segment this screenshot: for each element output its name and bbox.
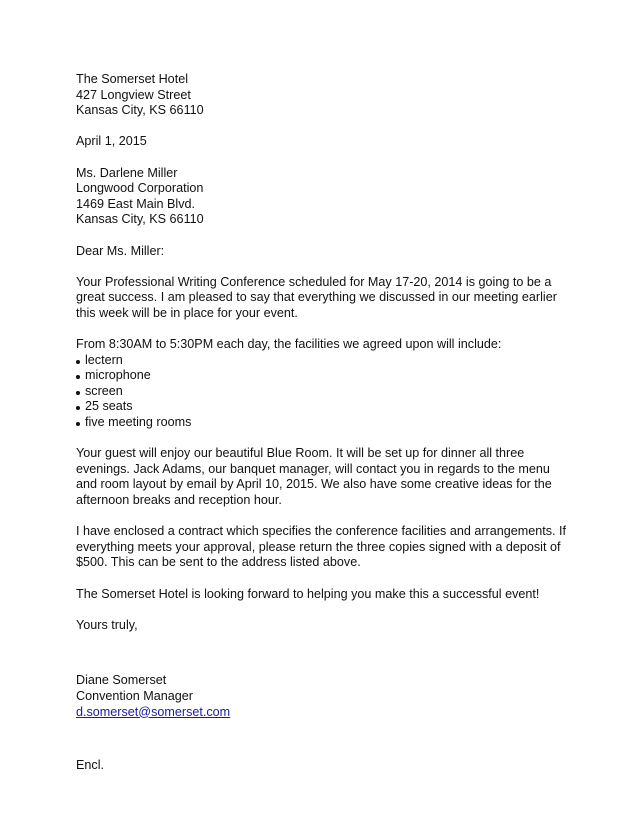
signer-email-link[interactable]: d.somerset@somerset.com <box>76 704 231 719</box>
facilities-intro: From 8:30AM to 5:30PM each day, the facilities we agreed upon will include: <box>76 337 502 352</box>
recipient-name: Ms. Darlene Miller <box>76 165 178 180</box>
signature-block <box>76 673 576 720</box>
recipient-street: 1469 East Main Blvd. <box>76 196 196 211</box>
paragraph-line: great success. I am pleased to say that everything we discussed in our meeting earlier <box>76 290 557 305</box>
list-item: lectern <box>76 353 576 369</box>
body-paragraph-2 <box>76 337 576 431</box>
body-paragraph-3 <box>76 446 576 508</box>
body-paragraph-4 <box>76 524 576 571</box>
letter-page <box>76 72 576 774</box>
paragraph-line: Your guest will enjoy our beautiful Blue Room. It will be set up for dinner all three <box>76 446 525 461</box>
body-paragraph-1 <box>76 275 576 322</box>
facilities-list <box>76 353 576 431</box>
salutation: Dear Ms. Miller: <box>76 243 165 258</box>
paragraph-line: everything meets your approval, please return the three copies signed with a deposit of <box>76 539 561 554</box>
paragraph-line: and room layout by email by April 10, 2015. We also have some creative ideas for the <box>76 477 552 492</box>
signer-title: Convention Manager <box>76 688 193 703</box>
paragraph-line: $500. This can be sent to the address listed above. <box>76 555 361 570</box>
letter-date: April 1, 2015 <box>76 134 147 149</box>
sender-street: 427 Longview Street <box>76 87 191 102</box>
paragraph-line: Your Professional Writing Conference scheduled for May 17-20, 2014 is going to be a <box>76 274 552 289</box>
recipient-address <box>76 166 576 228</box>
paragraph-line: this week will be in place for your event. <box>76 305 298 320</box>
paragraph-line: I have enclosed a contract which specifies the conference facilities and arrangements. If <box>76 524 567 539</box>
sender-city: Kansas City, KS 66110 <box>76 103 204 118</box>
sender-address <box>76 72 576 119</box>
sender-name: The Somerset Hotel <box>76 72 188 86</box>
recipient-city: Kansas City, KS 66110 <box>76 212 204 227</box>
closing: Yours truly, <box>76 617 138 632</box>
body-paragraph-5: The Somerset Hotel is looking forward to helping you make this a successful event! <box>76 586 540 601</box>
list-item: screen <box>76 384 576 400</box>
paragraph-line: evenings. Jack Adams, our banquet manager, will contact you in regards to the menu <box>76 461 550 476</box>
enclosure-note: Encl. <box>76 758 104 773</box>
list-item: microphone <box>76 368 576 384</box>
paragraph-line: afternoon breaks and reception hour. <box>76 493 282 508</box>
list-item: 25 seats <box>76 399 576 415</box>
list-item: five meeting rooms <box>76 415 576 431</box>
signer-name: Diane Somerset <box>76 673 167 688</box>
recipient-company: Longwood Corporation <box>76 181 204 196</box>
